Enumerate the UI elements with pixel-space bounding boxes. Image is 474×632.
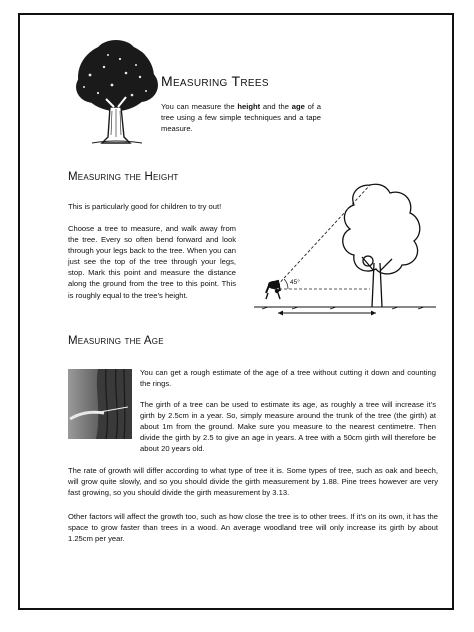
age-section-heading: Measuring the Age [68, 335, 164, 347]
sight-line [274, 185, 370, 289]
intro-text-2: and the [260, 102, 292, 111]
intro-bold-age: age [291, 102, 305, 111]
age-intro-text: You can get a rough estimate of the age of a tree without cutting it down and counting the rings. [140, 368, 436, 389]
intro-text-1: You can measure the [161, 102, 238, 111]
height-measurement-diagram [252, 175, 438, 317]
intro-bold-height: height [237, 102, 261, 111]
intro-paragraph [161, 101, 321, 134]
page-title [161, 73, 269, 89]
height-section-heading: Measuring the Height [68, 171, 179, 183]
growth-rate-text: The rate of growth will differ according to what type of tree it is. Some types of tree, such as oak and beech, will grow quite slowly, and so you should divide the girth measurement by 1.88. Pine trees however are very fast growing, so you should divide the girth measurement by 3.13. [68, 466, 438, 498]
girth-method-text: The girth of a tree can be used to estimate its age, as roughly a tree will increase it’s girth by 2.5cm in a year. So, simply measure around the trunk of the tree (the girth) at about 1m from the ground. Make sure you measure to the nearest centimetre. Then divide the girth by 2.5 to give an age in years. A tree with a 50cm girth will therefore be about 20 years old. [140, 400, 436, 454]
angle-label: 45° [290, 279, 300, 286]
page-title-text: Measuring Trees [161, 73, 269, 89]
tree-outline-icon [343, 184, 420, 307]
tree-girth-photo [68, 369, 132, 439]
tree-illustration [70, 37, 162, 147]
other-factors-text: Other factors will affect the growth too, such as how close the tree is to other trees. If it’s on its own, it has the space to grow faster than trees in a wood. An average woodland tree will only increase its girth by about 1.25cm per year. [68, 512, 438, 544]
intro-text-3: of a tree using a few simple techniques and a tape measure. [161, 102, 321, 134]
document-page [18, 13, 454, 610]
height-intro-text: This is particularly good for children to try out! [68, 202, 222, 211]
height-instructions-text: Choose a tree to measure, and walk away from the tree. Every so often bend forward and look through your legs back to the tree. When you can just see the top of the tree through your legs, stop. Mark this point and measure the distance along the ground from the tree to this point. This is roughly equal to the tree’s height. [68, 224, 236, 300]
person-bending-icon [266, 281, 280, 299]
